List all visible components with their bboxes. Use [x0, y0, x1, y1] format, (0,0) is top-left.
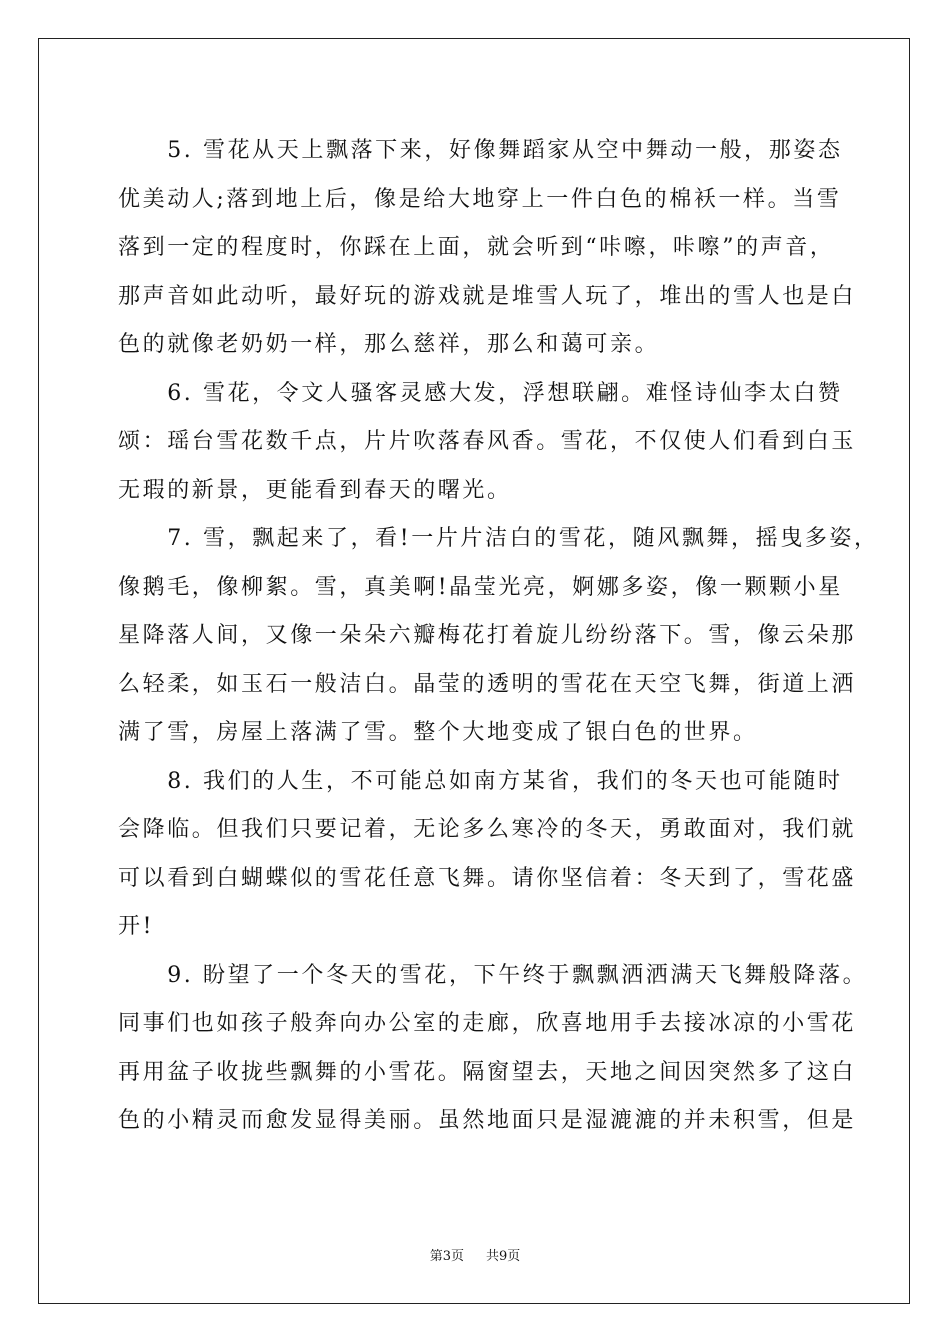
text-line: 那声音如此动听，最好玩的游戏就是堆雪人玩了，堆出的雪人也是白	[118, 283, 857, 309]
text-line: 满了雪，房屋上落满了雪。整个大地变成了银白色的世界。	[118, 720, 758, 745]
text-line: 会降临。但我们只要记着，无论多么寒冷的冬天，勇敢面对，我们就	[118, 817, 857, 842]
total-pages: 共9页	[486, 1249, 521, 1264]
text-line: 8. 我们的人生，不可能总如南方某省，我们的冬天也可能随时	[118, 768, 843, 794]
text-line: 色的就像老奶奶一样，那么慈祥，那么和蔼可亲。	[118, 332, 660, 357]
text-line: 7. 雪，飘起来了，看!一片片洁白的雪花，随风飘舞，摇曳多姿，	[118, 526, 879, 551]
current-page-number: 第3页	[429, 1249, 464, 1264]
paragraph-8	[118, 758, 857, 952]
paragraph-6	[118, 370, 857, 516]
text-line: 5. 雪花从天上飘落下来，好像舞蹈家从空中舞动一般，那姿态	[118, 138, 843, 163]
text-line: 6. 雪花，令文人骚客灵感大发，浮想联翩。难怪诗仙李太白赞	[118, 380, 843, 406]
text-line: 星降落人间，又像一朵朵六瓣梅花打着旋儿纷纷落下。雪，像云朵那	[118, 623, 857, 648]
text-line: 9. 盼望了一个冬天的雪花，下午终于飘飘洒洒满天飞舞般降落。	[118, 962, 868, 988]
text-line: 再用盆子收拢些飘舞的小雪花。隔窗望去，天地之间因突然多了这白	[118, 1059, 857, 1085]
text-line: 色的小精灵而愈发显得美丽。虽然地面只是湿漉漉的并未积雪，但是	[118, 1108, 857, 1133]
text-line: 像鹅毛，像柳絮。雪，真美啊!晶莹光亮，婀娜多姿，像一颗颗小星	[118, 574, 843, 600]
text-line: 么轻柔，如玉石一般洁白。晶莹的透明的雪花在天空飞舞，街道上洒	[118, 671, 857, 697]
paragraph-9	[118, 952, 868, 1146]
text-line: 优美动人;落到地上后，像是给大地穿上一件白色的棉袄一样。当雪	[118, 186, 842, 212]
text-line: 同事们也如孩子般奔向办公室的走廊，欣喜地用手去接冰凉的小雪花	[118, 1011, 857, 1036]
text-line: 可以看到白蝴蝶似的雪花任意飞舞。请你坚信着：冬天到了，雪花盛	[118, 865, 857, 891]
text-line: 颂：瑶台雪花数千点，片片吹落春风香。雪花，不仅使人们看到白玉	[118, 429, 857, 454]
text-line: 开!	[118, 914, 155, 939]
paragraph-7	[118, 515, 879, 758]
text-line: 落到一定的程度时，你踩在上面，就会听到“咔嚓，咔嚓”的声音，	[118, 235, 835, 260]
text-line: 无瑕的新景，更能看到春天的曙光。	[118, 477, 512, 503]
page-footer	[0, 1248, 950, 1266]
document-body	[118, 127, 879, 1146]
paragraph-5	[118, 127, 857, 370]
